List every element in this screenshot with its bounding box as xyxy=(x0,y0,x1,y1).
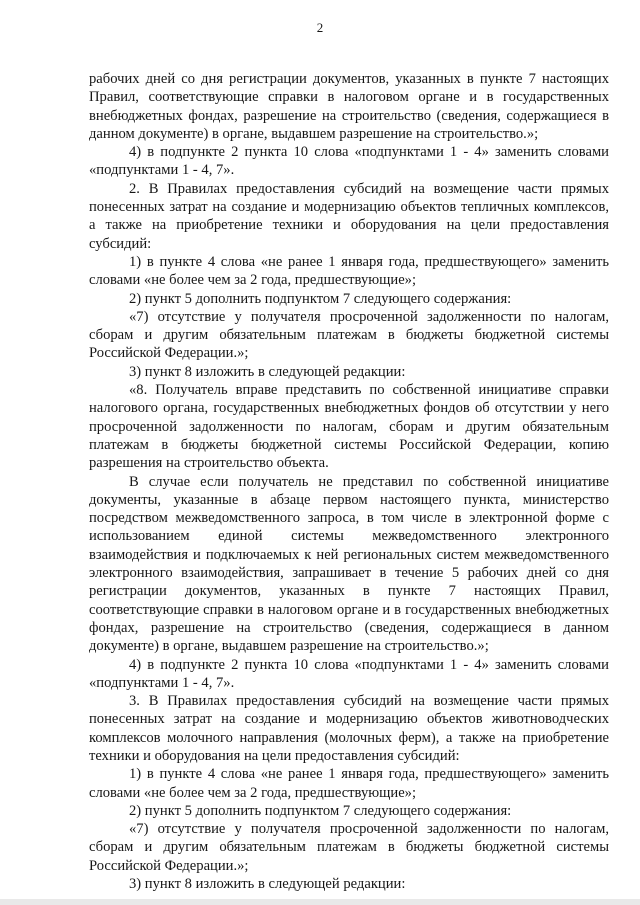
paragraph: 2) пункт 5 дополнить подпунктом 7 следующего содержания: xyxy=(129,802,512,819)
paragraph: 1) в пункте 4 слова «не ранее 1 января года, предшествующего» заменить словами «не более чем за 2 года, предшествующие»; xyxy=(89,253,609,289)
paragraph: «7) отсутствие у получателя просроченной задолженности по налогам, сборам и другим обязательным платежам в бюджеты бюджетной системы Российской Федерации.»; xyxy=(89,308,609,362)
paragraph: 2) пункт 5 дополнить подпунктом 7 следующего содержания: xyxy=(129,290,512,307)
page-number: 2 xyxy=(316,20,324,35)
paragraph: 3) пункт 8 изложить в следующей редакции: xyxy=(129,363,406,380)
paragraph: В случае если получатель не представил по собственной инициативе документы, указанные в абзаце первом настоящего пункта, министерство посредством межведомственного запроса, в том числе в электронной форме с использованием единой системы межведомственного электронного взаимодействия и подключаемых к ней региональных систем межведомственного электронного взаимодействия, запрашивает в течение 5 рабочих дней со дня регистрации документов, указанных в пункте 7 настоящих Правил, соответствующие справки в налоговом органе и в государственных внебюджетных фондах, разрешение на строительство (сведения, содержащиеся в данном документе) в органе, выдавшем разрешение на строительство.»; xyxy=(89,473,609,655)
paragraph: 3. В Правилах предоставления субсидий на возмещение части прямых понесенных затрат на создание и модернизацию объектов животноводческих комплексов молочного направления (молочных ферм), а также на приобретение техники и оборудования на цели предоставления субсидий: xyxy=(89,693,609,764)
paragraph: «8. Получатель вправе представить по собственной инициативе справки налогового органа, государственных внебюджетных фондов об отсутствии у него просроченной задолженности по налогам, сборам и другим обязательным платежам в бюджеты бюджетной системы Российской Федерации, копию разрешения на строительство объекта. xyxy=(89,382,609,472)
paragraph: 4) в подпункте 2 пункта 10 слова «подпунктами 1 - 4» заменить словами «подпунктами 1 - 4, 7». xyxy=(89,144,609,179)
paragraph: 3) пункт 8 изложить в следующей редакции: xyxy=(129,876,406,893)
document-body xyxy=(89,70,609,893)
paragraph-continuation: рабочих дней со дня регистрации документов, указанных в пункте 7 настоящих Правил, соответствующие справки в налоговом органе и в государственных внебюджетных фондах, разрешение на строительство (сведения, содержащиеся в данном документе) в органе, выдавшем разрешение на строительство.»; xyxy=(89,71,609,142)
paragraph: 2. В Правилах предоставления субсидий на возмещение части прямых понесенных затрат на создание и модернизацию объектов тепличных комплексов, а также на приобретение техники и оборудования на цели предоставления субсидий: xyxy=(89,180,609,252)
paragraph: 4) в подпункте 2 пункта 10 слова «подпунктами 1 - 4» заменить словами «подпунктами 1 - 4, 7». xyxy=(89,656,609,691)
scan-edge xyxy=(0,899,640,905)
paragraph: 1) в пункте 4 слова «не ранее 1 января года, предшествующего» заменить словами «не более чем за 2 года, предшествующие»; xyxy=(89,766,609,801)
paragraph: «7) отсутствие у получателя просроченной задолженности по налогам, сборам и другим обязательным платежам в бюджеты бюджетной системы Российской Федерации.»; xyxy=(89,821,609,874)
